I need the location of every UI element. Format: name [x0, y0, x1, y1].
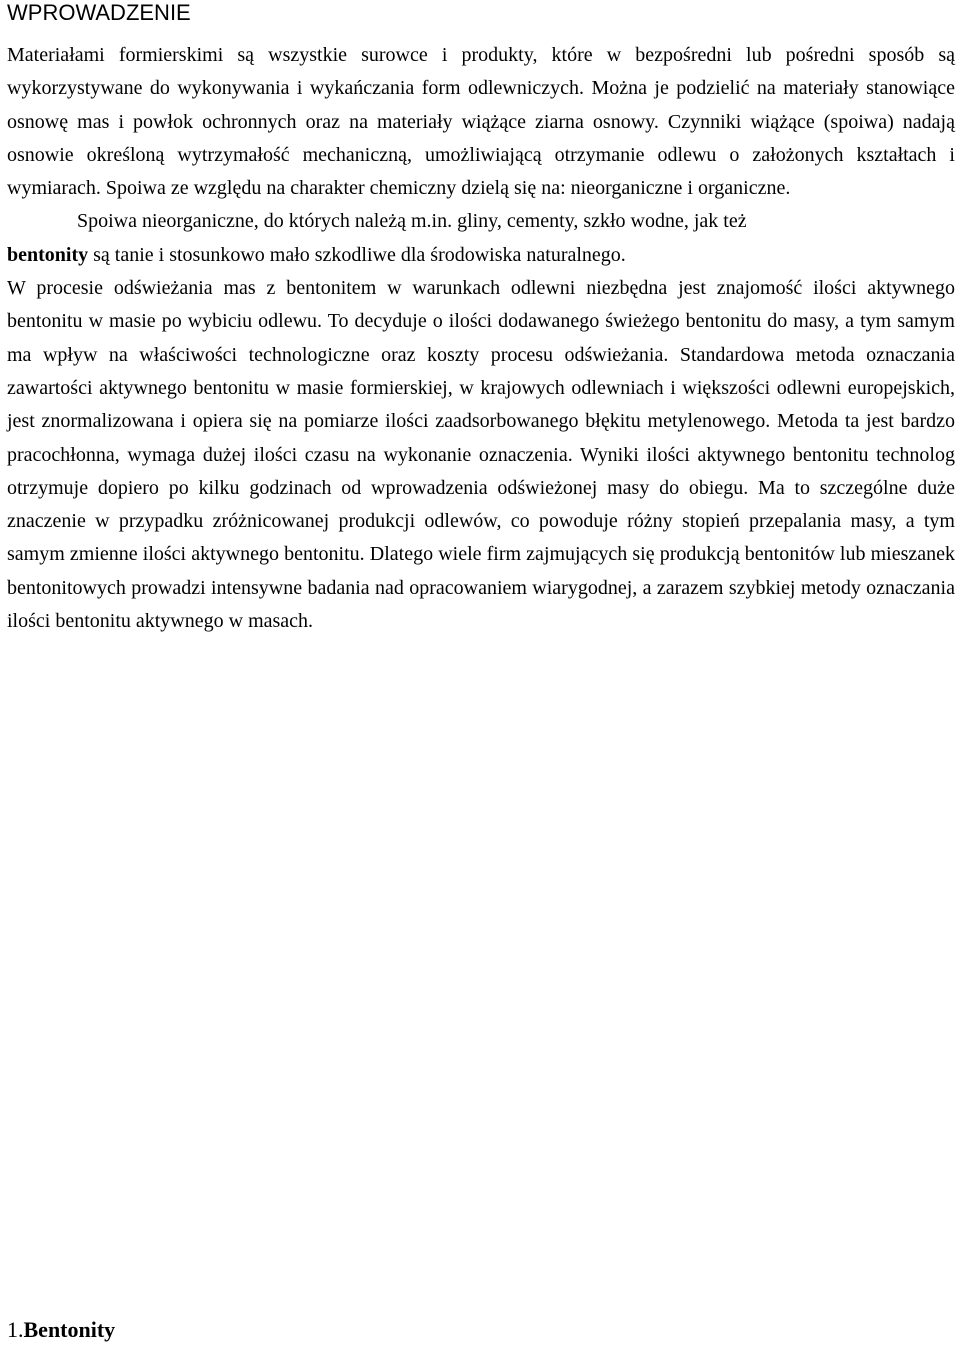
bentonity-bold-term: bentonity	[7, 243, 89, 266]
paragraph-bentonite-line-text: są tanie i stosunkowo mało szkodliwe dla środowiska naturalnego.	[88, 243, 626, 266]
page-title: WPROWADZENIE	[7, 0, 191, 25]
section-number: 1.	[7, 1317, 24, 1342]
paragraph-inorganic-binders-text: Spoiwa nieorganiczne, do których należą m.in. gliny, cementy, szkło wodne, jak też	[77, 210, 747, 233]
section-title: Bentonity	[23, 1317, 116, 1342]
paragraph-materials: Materiałami formierskimi są wszystkie surowce i produkty, które w bezpośredni lub pośredni sposób są wykorzystywane do wykonywania i wykańczania form odlewniczych. Można je podzielić na materiały stanowiące osnowę mas i powłok ochronnych oraz na materiały wiążące ziarna osnowy. Czynniki wiążące (spoiwa) nadają osnowie określoną wytrzymałość mechaniczną, umożliwiającą otrzymanie odlewu o założonych kształtach i wymiarach. Spoiwa ze względu na charakter chemiczny dzielą się na: nieorganiczne i organiczne.	[7, 44, 955, 200]
body-text	[7, 39, 955, 638]
paragraph-inorganic-binders	[7, 205, 955, 238]
section-heading	[7, 1316, 115, 1344]
paragraph-refreshing-process: W procesie odświeżania mas z bentonitem w warunkach odlewni niezbędna jest znajomość ilości aktywnego bentonitu w masie po wybiciu odlewu. To decyduje o ilości dodawanego świeżego bentonitu do masy, a tym samym ma wpływ na właściwości technologiczne oraz koszty procesu odświeżania. Standardowa metoda oznaczania zawartości aktywnego bentonitu w masie formierskiej, w krajowych odlewniach i większości odlewni europejskich, jest znormalizowana i opiera się na pomiarze ilości zaadsorbowanego błękitu metylenowego. Metoda ta jest bardzo pracochłonna, wymaga dużej ilości czasu na wykonanie oznaczenia. Wyniki ilości aktywnego bentonitu technolog otrzymuje dopiero po kilku godzinach od wprowadzenia odświeżonej masy do obiegu. Ma to szczególne duże znaczenie w przypadku zróżnicowanej produkcji odlewów, co powoduje różny stopień przepalania masy, a tym samym zmienne ilości aktywnego bentonitu. Dlatego wiele firm zajmujących się produkcją bentonitów lub mieszanek bentonitowych prowadzi intensywne badania nad opracowaniem wiarygodnej, a zarazem szybkiej metody oznaczania ilości bentonitu aktywnego w masach.	[7, 277, 955, 633]
paragraph-bentonite-line	[7, 239, 955, 272]
